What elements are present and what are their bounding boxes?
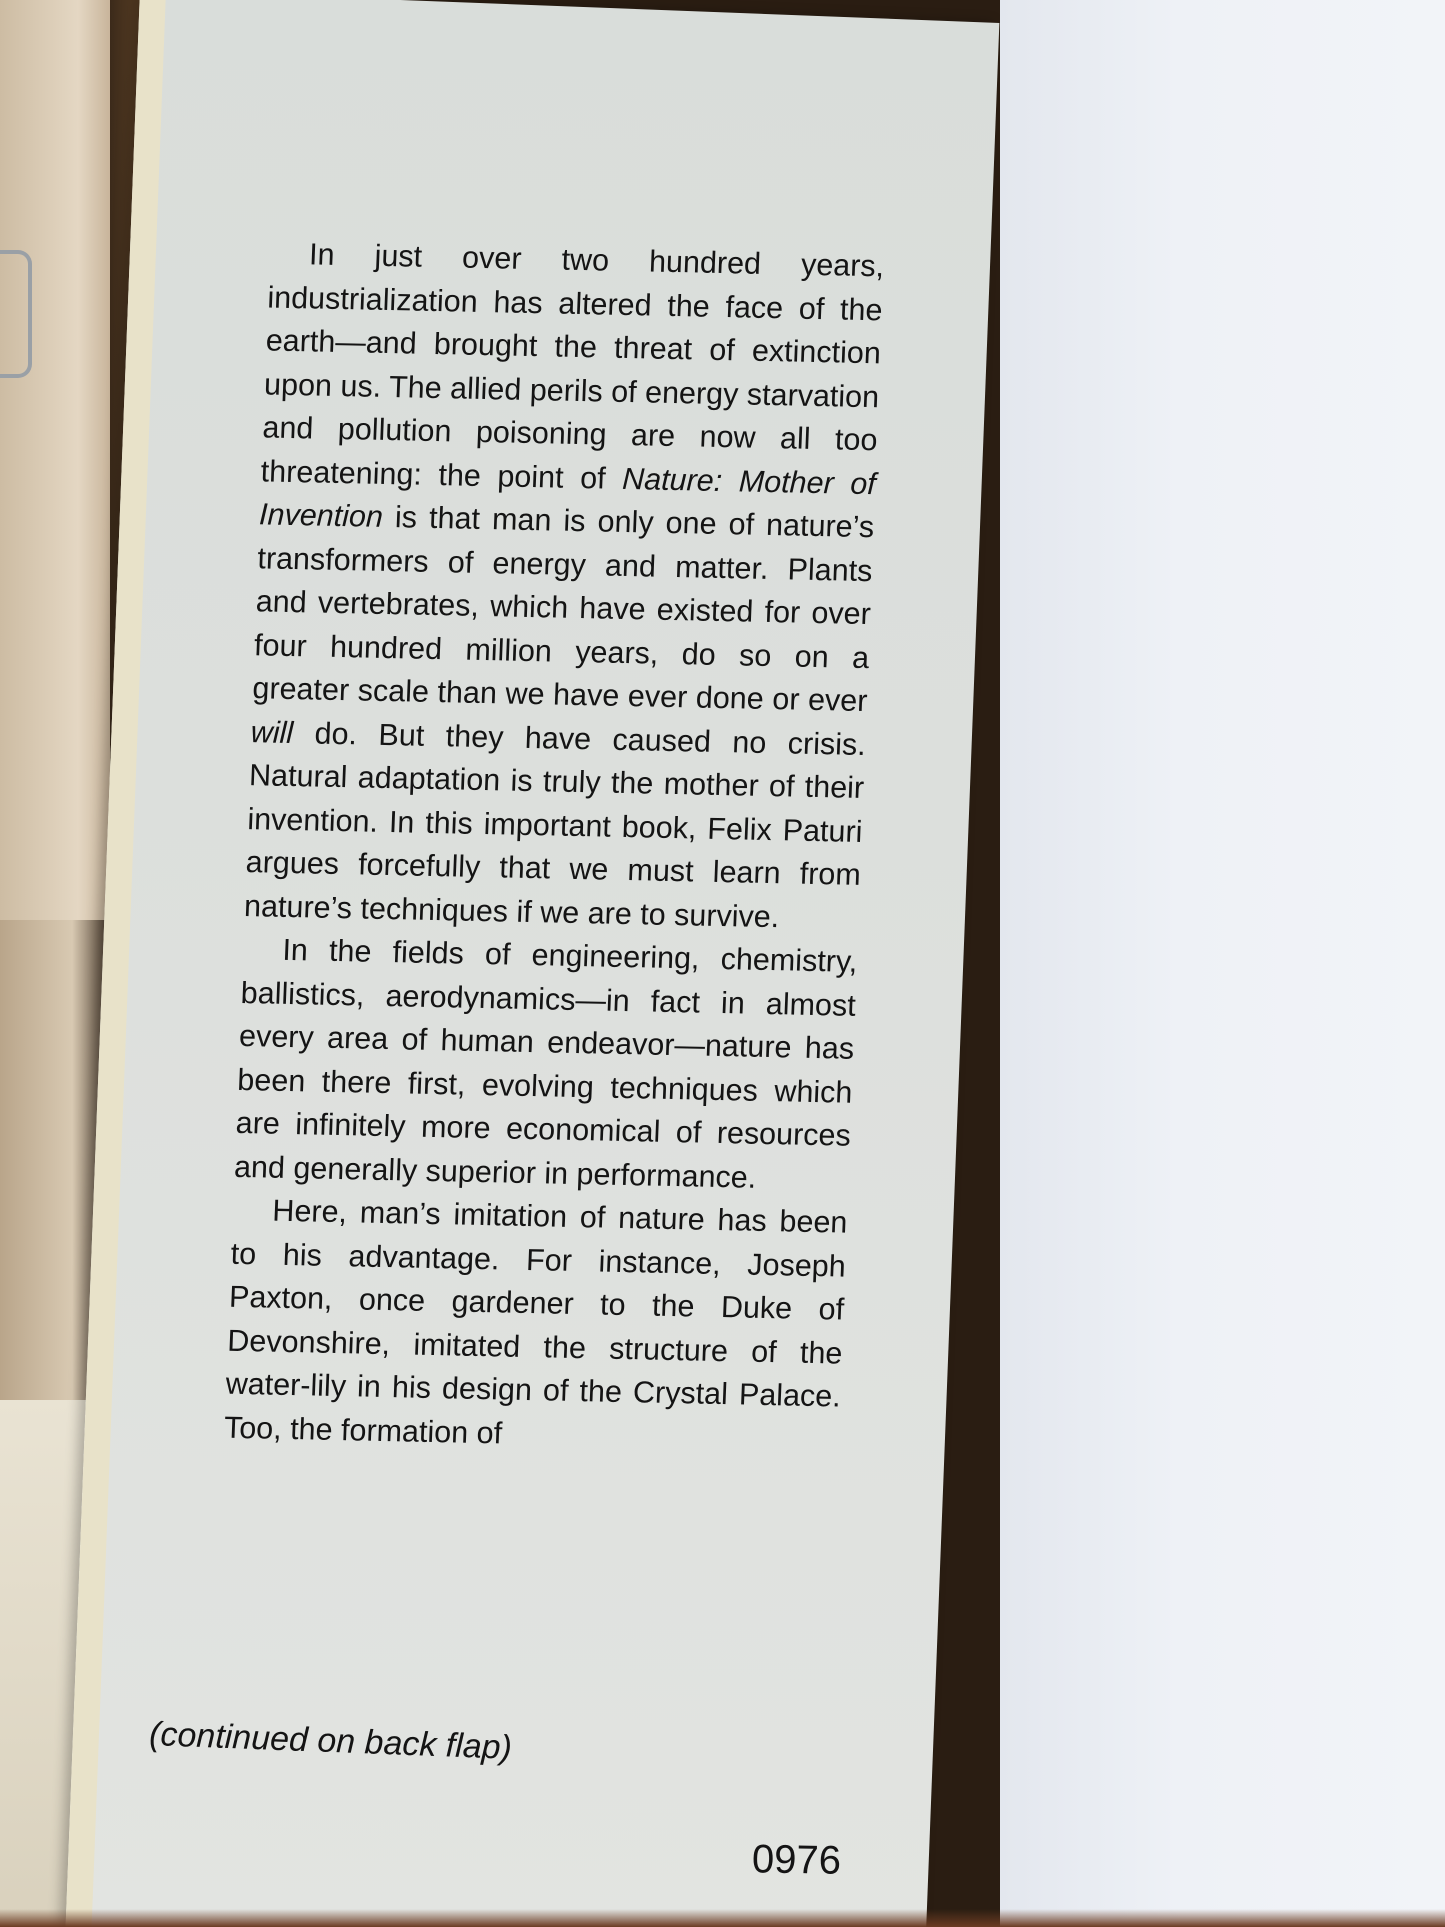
blurb-paragraph-3 [223, 1189, 848, 1463]
blurb-paragraph-1 [243, 233, 885, 941]
paragraph-text: is that man is only one of nature’s transformers of energy and matter. Plants and vertebrates, which have existed for over four hundred million years, do so on a greater scale than we have ever done or ever [251, 499, 875, 719]
paragraph-text: Here, man’s imitation of nature has been to his advantage. For instance, Joseph Paxton, once gardener to the Duke of Devonshire, imitated the structure of the water-lily in his design of the Crystal Palace. Too, the formation of [223, 1193, 849, 1450]
price-code: 0976 [751, 1837, 842, 1883]
paragraph-text: In just over two hundred years, industrialization has altered the face of the earth—and brought the threat of extinction upon us. The allied perils of energy starvation and pollution poisoning are now all too threatening: the point of [260, 237, 885, 496]
paragraph-text: do. But they have caused no crisis. Natural adaptation is truly the mother of their invention. In this important book, Felix Paturi argues forcefully that we must learn from nature’s techniques if we are to survive. [243, 715, 867, 934]
italic-title-text: Nature: Mother of Invention [258, 461, 877, 534]
metal-clip [0, 250, 32, 378]
continued-note: (continued on back flap) [148, 1715, 513, 1767]
white-endpaper [1000, 0, 1445, 1927]
blurb-paragraph-2 [233, 928, 858, 1202]
flap-text-block [103, 230, 895, 1463]
blurb-text [103, 230, 895, 1463]
paragraph-text: In the fields of engineering, chemistry, ballistics, aerodynamics—in fact in almost every area of human endeavor—nature has been there first, evolving techniques which are infinitely more economical of resources and generally superior in performance. [233, 932, 859, 1195]
bottom-shadow [0, 1909, 1445, 1927]
italic-title-text: will [250, 714, 294, 750]
